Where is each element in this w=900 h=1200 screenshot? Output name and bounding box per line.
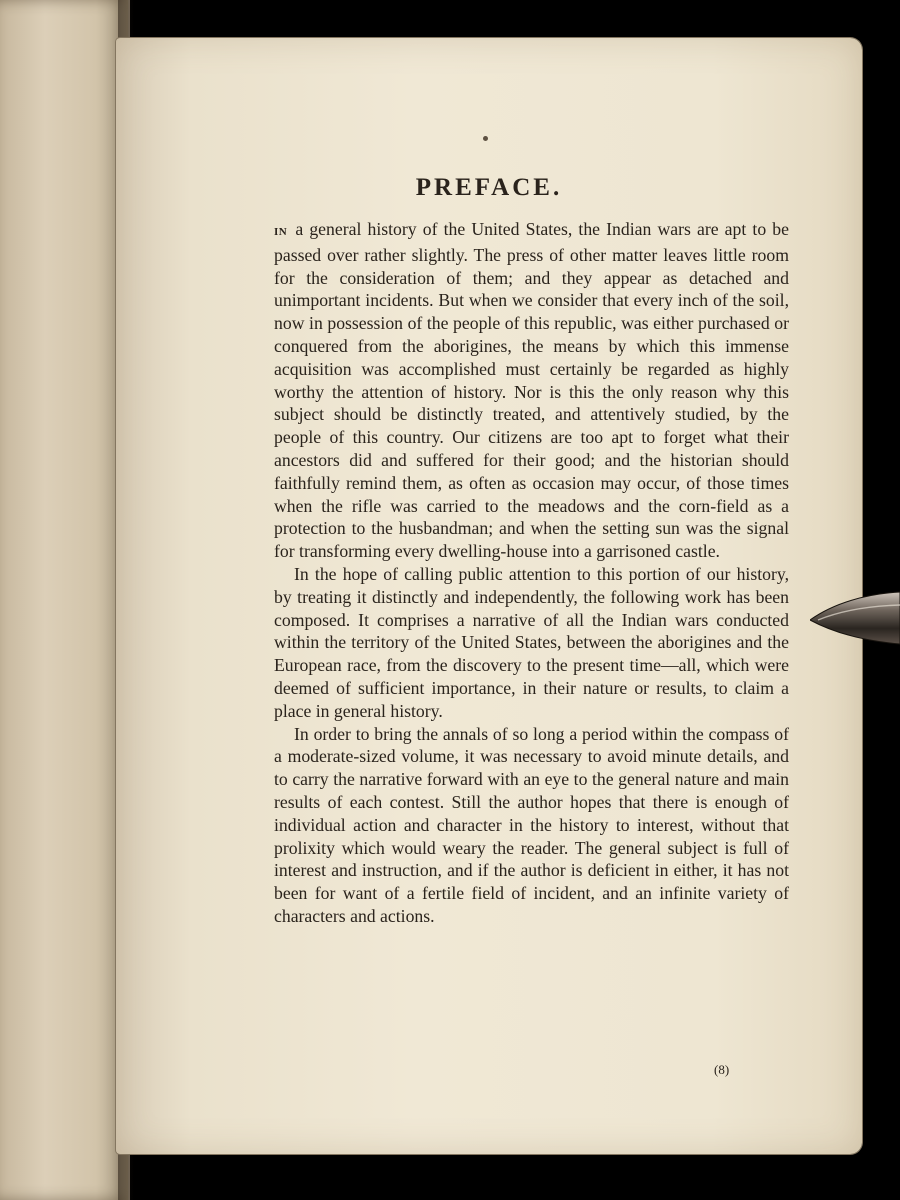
page-number: (8) (714, 1062, 730, 1077)
ink-mark (483, 136, 488, 141)
paragraph-2: In the hope of calling public attention to this portion of our history, by treating it distinctly and independently, the following work has been composed. It comprises a narrative of all the Indian wars conducted within the territory of the United States, between the aborigines and the European race, from the discovery to the present time—all, which were deemed of sufficient importance, in their nature or results, to claim a place in general history. (274, 563, 789, 721)
paragraph-3: In order to bring the annals of so long a period within the compass of a moderate-sized volume, it was necessary to avoid minute details, and to carry the narrative forward with an eye to the general nature and main results of each contest. Still the author hopes that there is enough of individual action and character in the history to interest, without that prolixity which would weary the reader. The general subject is full of interest and instruction, and if the author is deficient in either, it has not been for want of a fertile field of incident, and an infinite variety of characters and actions. (274, 723, 789, 926)
page-title: PREFACE. (415, 174, 563, 201)
book-page (116, 38, 862, 1154)
preface-text (274, 218, 789, 928)
initial-letters: IN (274, 226, 288, 238)
pointer-object (810, 589, 900, 647)
paragraph-1 (274, 218, 789, 563)
paragraph-1-text: a general history of the United States, the Indian wars are apt to be passed over rather slightly. The press of other matter leaves little room for the consideration of them; and they appear as detached and unimportant incidents. But when we consider that every inch of the soil, now in possession of the people of this republic, was either purchased or conquered from the aborigines, the means by which this immense acquisition was accomplished must certainly be regarded as highly worthy the attention of history. Nor is this the only reason why this subject should be distinctly treated, and attentively studied, by the people of this country. Our citizens are too apt to forget what their ancestors did and suffered for their good; and the historian should faithfully remind them, as often as occasion may occur, of those times when the rifle was carried to the meadows and the corn-field as a protection to the husbandman; and when the setting sun was the signal for transforming every dwelling-house into a garrisoned castle. (274, 219, 789, 562)
left-page-edge (0, 0, 130, 1200)
